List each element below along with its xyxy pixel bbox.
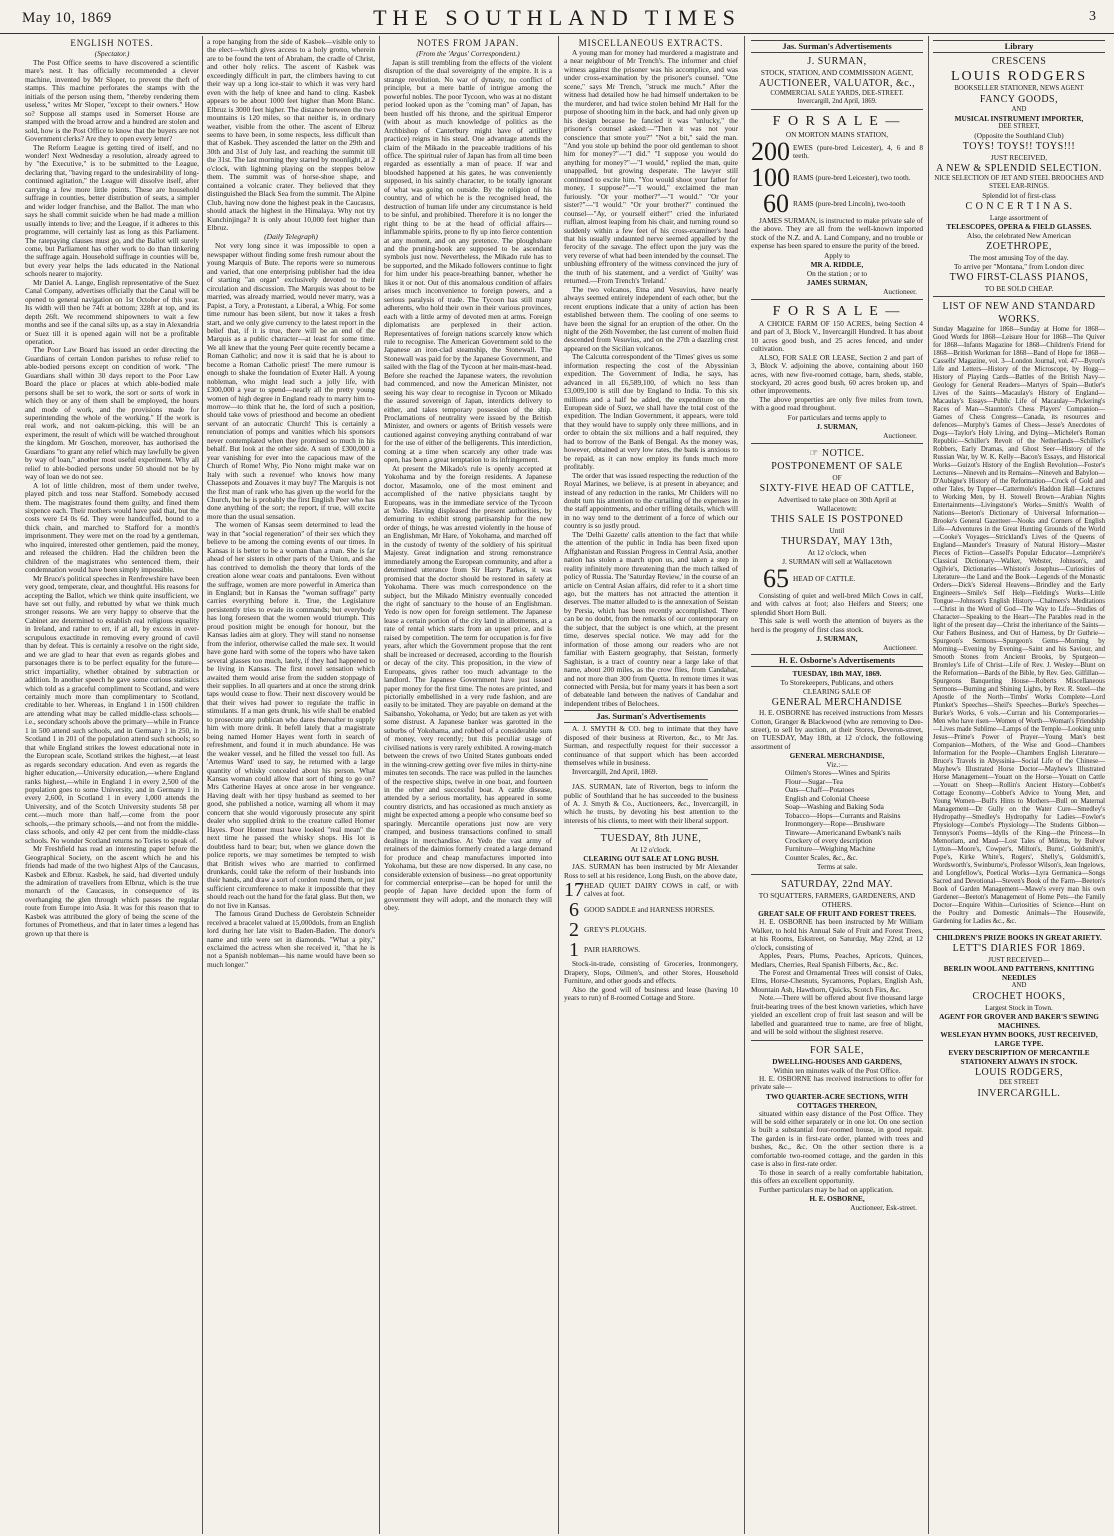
column-rule	[202, 36, 203, 1534]
hymn-books: WESLEYAN HYMN BOOKS, JUST RECEIVED, LARGE TYPE.	[940, 1030, 1098, 1048]
article-paragraph: The Calcutta correspondent of the 'Times' gives us some information respecting the cost of the Abyssinian expedition. The Government of India, he says, has advanced in all £6,589,100, of which no less than £3,009,100 is still due by England to India. To this six millions and a half be added, the expenditure on the European side of Suez, we shall have the total cost of the expedition. The Indian Government, it appears, were told that they would have to supply only three millions, and in order to obtain the six millions and a half required, they had to borrow of the Bank of Bengal. As the money was, however, obtained at very low rates, the bank is anxious to be repaid, as it can now employ its funds much more profitably.	[564, 352, 738, 472]
zoethrope-note: Also, the celebrated New American	[967, 231, 1071, 240]
advert-date: Invercargill, 2nd April, 1869.	[572, 766, 658, 776]
sale-lot	[564, 900, 738, 920]
article-paragraph: A young man for money had murdered a magistrate and a near neighbour of Mr Trench's. The informer and chief witness against the prisoner was his accomplice, and was under cross-examination by the prisoner's counsel. "One scene," says Mr Trench, "struck me much." After the witness had detailed how he had himself undertaken to be the murderer, and had twice stolen behind Mr Hall for the purpose of shooting him in the back, and had only given up his design because he fancied it was "unlucky," the prisoner's counsel asked:—"Then it was not your conscience that smote you?" "Not a bit," said the man. "And you stole up behind the poor old gentleman to shoot him for money?"—"I did." "I suppose you would do anything for money?"—"I would," replied the man, quite unappalled, but growing desperate. The lawyer still continued to excite him. "You would shoot your father for money, I suppose?"—"I would," exclaimed the man furiously. "Or your mother?"—"I would." "Or your sister?"—"I would." "Or your brother?" continued the counsel—"Ay, or yourself either!" cried the infuriated ruffian, almost leaping from his chair, and turning round so suddenly within a few feet of his cross-examiner's head that his usually undaunted nerve seemed appalled by the ferocity of the savage. The effect upon the jury was the very reverse of what had been intended by the counsel. The unblushing effrontery of the witness convinced the jury of the truth of his statement, and a verdict of 'Guilty' was returned.—From Trench's 'Ireland.'	[564, 48, 738, 286]
sale-heading: GENERAL MERCHANDISE	[771, 697, 903, 709]
lot-count: 17	[564, 879, 584, 902]
advertiser-title: STOCK, STATION, AND COMMISSION AGENT,	[760, 68, 914, 77]
jewellery-note: NICE SELECTION OF JET AND STEEL BROOCHES AND STEEL EAR-RINGS.	[934, 175, 1104, 190]
advert-paragraph: Note.—There will be offered about five thousand large fruit-bearing trees of the best known varieties, which have yielded an excellent crop of fruit last season and will be labelled and guaranteed true to name, are free of blight, and will be sold without the slightest reserve.	[751, 993, 923, 1037]
signature-role: Auctioneer.	[883, 286, 917, 296]
column-library-advertisement	[930, 38, 1108, 1533]
article-paragraph: Japan is still trembling from the effects of the violent disruption of the dual sovereignty of the empire. It is a strange revolution. No war of dynasty, no conflict of principle, but a mere battle of intrigue among the powerful nobles. The poor Tycoon, who was at no distant period looked upon as the "coming man" of Japan, has been hustled off his throne, and the spiritual Emperor (with about as much knowledge of politics as the Archbishop of Canterbury might have of artillery practice) reigns in his stead. One advantage attends the claim of the Mikado in the peaceable traditions of his office. The spiritual ruler of Japan has from all time been regarded as essentially a man of peace. If war and bloodshed happened at his gates, he was conveniently supposed, in his saintly character, to be totally ignorant of what was going on outside. By the religion of his country, and of which he is the recognised head, the destruction of human life under any circumstance is held to be sinful, and prohibited. Therefore it is no longer the right thing to be at the head of official affairs—inflammable spirits, prone to fly up into fierce contention at any moment, and on any pretence. The ploughshare and the pruning-hook are supposed to be ascendant symbols just now. Nevertheless, the Mikado rule has to be supported, and the Mikado followers continue to fight for him under his peace-breathing banner, whether he likes it or not. Out of this anomalous condition of affairs arises much inconvenience to foreign powers, and a serious paralysis of trade. The Tycoon has still many adherents, who hold their own in their various provinces, each with a little army of devoted men at arms. Foreign diplomatists are perplexed in their action. Representatives of foreign nations scarcely know which rule to recognise. The American Government sold to the Japanese an iron-clad steamship, the Stonewall. The Stonewall was paid for by the Japanese Government, and sailed with the flag of the Tycoon at her main-mast-head. Before she reached the Japanese waters, the revolution had commenced, and now the American Minister, not seeing his way clear to recognise in Tycoon or Mikado the assured sovereign of Japan, interdicts delivery to either, and takes temporary possession of the ship. Proclamations of neutrality were issued by the British Minister, and owners or agents of British vessels were cautioned against conveying anything contraband of war for the use of either of the belligerents. This interdiction, coming at a time when scarcely any other trade was open, has been a great temptation to its infringement.	[384, 58, 552, 465]
advertiser-name: J. SURMAN,	[807, 56, 867, 67]
article-paragraph: The Poor Law Board has issued an order directing the Guardians of certain London parishes to refuse relief to able-bodied persons except on condition of work. "The Guardians shall within 30 days report to the Poor Law Board the place or places at which able-bodied male persons shall be set to work, the sort or sorts of work in which they or any of them shall be employed, the hours and mode of work, and the provisions made for superintending the whole of the working." If the work is real work, and not oakum-picking, this will be an experiment, the result of which will be watched throughout the kingdom. Mr Goschen, moreover, has authorised the Guardians "to grant any relief which may lawfully be given by way of loan," another most useful experiment. Why all relief to able-bodied persons under 50 should not be by way of loan we do not see.	[25, 345, 199, 482]
article-paragraph: The two volcanos, Etna and Vesuvius, have nearly always seemed entirely independent of each other, but the recent eruptions indicate that a unity of action has been established between them. The cooling of one seems to have been the signal for an eruption of the other. On the night of the 26th November, the last current of molten fluid descended from Vesuvius, and on the 27th a dazzling crest appeared on the Sicilian volcanos.	[564, 284, 738, 353]
advert-paragraph: To those in search of a really comfortable habitation, this offers an excellent opportunity.	[751, 1167, 923, 1186]
advert-paragraph: Apples, Pears, Plums, Peaches, Apricots, Quinces, Medlars, Cherries, Real Spanish Filberts, &c., &c.	[751, 951, 923, 969]
sale-lot	[564, 880, 738, 900]
contact-name: JAMES SURMAN,	[806, 277, 868, 287]
list-item: Counter Scales, &c., &c.	[785, 852, 858, 862]
advert-paragraph: JAS. SURMAN, late of Riverton, begs to inform the public of Southland that he has succeeded to the business of A. J. Smyth & Co., Auctioneers, &c., Invercargill, in which he trusts, by devoting his best attention to the interests of his clients, to meet with their liberal support.	[564, 782, 738, 825]
works-list-heading: LIST OF NEW AND STANDARD WORKS.	[942, 301, 1096, 325]
article-paragraph: The order that was issued respecting the reduction of the Royal Marines, we believe, is at present in abeyance; and instead of any reduction in the ranks, Mr Childers will no doubt turn his attention to the curtailing of the expenses in the staff appointments, and other trifling details, which will in no way tend to the detriment of a force of which our country is so justly proud.	[564, 470, 738, 531]
signature-role: Auctioneer.	[883, 430, 917, 440]
advert-paragraph: H. E. OSBORNE has received instructions to offer for private sale—	[751, 1073, 923, 1092]
advert-paragraph: Also the good will of business and lease (having 10 years to run) of 8-roomed Cottage and Store.	[564, 984, 738, 1003]
article-paragraph: Mr Bruce's political speeches in Renfrewshire have been very good, temperate, clear, and thoughtful. His reasons for accepting the Ballot, which we think quite insufficient, we have set out fully, and rebutted by what we think much stronger reasons. We are very happy to observe that the Cabinet are determined to establish real religious equality in Ireland, and rather to err, if at all, by excess in over-scrupulous exactitude in removing every ground of cavil than by defeat. This is certainly a resolve on the right side, and we are glad to hear that even as regards globes and parsonages there is to be perfect equality for the future—strict impartiality, whether obtained by subtraction or addition. In another speech he gave some curious statistics which told as a graceful compliment to Scotland, and were certainly much more than complimentary to Scotland, creditable to her. Whereas, in England 1 in 1500 children are attending what may be called middle-class schools—i.e., secondary schools above the primary—while in France 1 in 500 attend such schools, and in Germany 1 in 250, in Scotland 1 in 201 of the population attend such schools; so that while England strikes the lowest educational note in the European scale, Scotland strikes the highest,—at least as regards secondary education. And even as regards the higher education,—University education,—where England ranks highest,—while in England 1 in every 2,500 of the population goes to some University, and in Germany 1 in every 2,600, in Scotland 1 in every 1,000 attends the University, and of the Scotch University students 58 per cent.—much more than half,—come from the poor schools,—the primary schools,—and not from the middle-class schools, and only 42 per cent from the middle-class schools. No wonder Scotland returns no Tories to speak of.	[25, 573, 199, 845]
source-daily-telegraph: (Daily Telegraph)	[264, 232, 318, 242]
postponement-text: Advertised to take place on 30th April at	[777, 494, 897, 504]
advert-paragraph: Further particulars may be had on application.	[759, 1184, 894, 1194]
sale-time: At 12 o'clock.	[630, 845, 672, 855]
crescens-heading: CRESCENS	[991, 56, 1047, 67]
lot-description: PAIR HARROWS.	[584, 944, 641, 954]
street-address: DEE STREET	[999, 1079, 1039, 1086]
advert-note: For particulars and terms apply to	[787, 412, 887, 422]
advert-paragraph: Stock-in-trade, consisting of Groceries, Ironmongery, Drapery, Slops, Oilmen's, and other Stores, Household Furniture, and other goods and effects.	[564, 959, 738, 986]
column-rule	[558, 36, 559, 1534]
toys-heading: TOYS! TOYS!! TOYS!!!	[962, 141, 1076, 152]
column-advertisements	[748, 38, 926, 1533]
lot-description: RAMS (pure-bred Leicester), two tooth.	[793, 172, 911, 182]
list-item: Crockery of every description	[785, 835, 873, 845]
divider	[751, 299, 923, 300]
lot-count: 65	[763, 563, 789, 593]
lot-count: 200	[751, 137, 790, 166]
postponement-heading: POSTPONEMENT OF SALE	[771, 460, 903, 472]
section-library: Library	[933, 40, 1105, 53]
article-paragraph: At present the Mikado's rule is openly accepted at Yokohama and by the foreign residents. A Japanese doctor, Masamolo, one of the most eminent and accomplished of the native physicians taught by Europeans, was in the immediate service of the Tycoon at Yedo. Having displeased the present authorities, by demurring to exhibit strong partisanship for the new order of things, he was arrested violently in the house of an Englishman, Mr Hare, of Yokohama, and marched off in the custody of twenty of the soldiery of his spiritual Majesty. Great indignation and strong remonstrance immediately among the European community, and after a determined utterance from Sir Harry Parkes, it was promised that the doctor should be restored in safety at Yokohama. There was much correspondence on the subject, but the Mikado Ministry eventually conceded the right of sanctuary to the house of an Englishman. Yedo is now open for foreign settlement. The Japanese lease a certain portion of the city land in allotments, at a rate of rental which starts from an upset price, and is raised by competition. The term for occupation is for five years, after which the Government propose that the rent shall be increased or decreased, according to the flourish or decay of the city. This proposition, in the view of Europeans, gives rather too much advantage to the landlord. The Japanese Government have just issued paper money for the first time. The notes are printed, and pictorially embellished in a very rude fashion, and are easily to be imitated. They are payable on demand at the Saibansho, Yokohama, or Yedo; but are taken as yet with some distrust. A Japanese banker was garotted in the suburbs of Yokohama, and robbed of a considerable sum of money, very recently; but this peculiar usage of civilised nations is very rarely exhibited. A rowing-match between the crews of two United States gunboats ended in the winning-crew getting over five miles in thirty-nine minutes ten seconds. The race was pulled in the launches of the respective ships, twelve in one boat, and fourteen in the other and successful boat. A cattle disease, attended by a serious mortality, has appeared in some country districts, and has occasioned as much anxiety as might be expected among a people who consume beef so sparingly. Mercantile operations just now are very cramped, and business transactions confined to small dealings in merchandise. At Yedo the vast army of retainers of the daimios formerly created a large demand for produce and cheap manufactures imported into Yokohama, but these are now dispersed. In any case, no considerable extension of business—no great opportunity for commercial enterprise—can be hoped for until the people of Japan have decided upon the form of government they will adopt, and the monarch they will obey.	[384, 463, 552, 913]
article-paragraph: Not very long since it was impossible to open a newspaper without finding some fresh rumour about the young Marquis of Bute. The reports were so numerous and varied, that one enterprising publisher had the idea of starting "an organ" exclusively devoted to their circulation and discussion. The Marquis was about to be married, was already married, would never marry, was a Papist, a Tory, a Protestant, a Liberal, a Whig. For some time rumour has been silent, but now it takes a fresh start, and we only give currency to the latest report in the belief that, if it is true, there will be an end of the Marquis as a public character—at least for some time. We all knew that the young Peer quite recently became a Roman Catholic; and now it is said that he is about to become a Roman Catholic priest! The mere rumour is enough to shake the foundation of Exeter Hall. A young nobleman, who might lead such a jolly life, with £300,000 a year to spend—nearly all the pretty young women of high degree in England ready to marry him to-morrow—to think that he, the lord of such a position, should take vows of priesthood and become an obedient servant of an autocratic Church! This is certainly a renunciation of pomps and vanities which his sponsors never contemplated when they promised so much in his behalf. But look at the other side. A sum of £300,000 a year vanishing for ever into the capacious maw of the Church of Rome! Why, Pio Nono might make war on Italy with such a revenue! who knows how many Chassepots and Zouaves it may buy? The Marquis is not the first man of rank who has given up the world for the Church, but he is probably the first English Peer who has done anything of the sort; the report, if true, will excite more than the usual sensation.	[207, 241, 375, 521]
divider	[933, 929, 1105, 930]
section-surman-advertisements: Jas. Surman's Advertisements	[751, 40, 923, 53]
heading-english-notes: ENGLISH NOTES.	[70, 38, 154, 48]
for-sale-heading: FOR SALE,	[810, 1044, 864, 1056]
postponement-text: At 12 o'clock, when	[807, 547, 867, 557]
divider	[751, 874, 923, 875]
article-paragraph: a rope hanging from the side of Kasbek—visible only to the elect—which gives access to a holy grotto, wherein are to be found the tent of Abraham, the cradle of Christ, and other holy relics. The ascent of Kasbek was exceedingly difficult in part, the climbers having to cut their way up a long ice-stair to which it was very hard even with the help of knee and hand to cling. Kasbek appears to be about 1000 feet higher than Mont Blanc. Elbruz is 3000 feet higher. The distance between the two mountains is 120 miles, so that neither is, in ordinary weather, visible from the other. The ascent of Elbruz seems to have been, in some respects, less difficult than that of Kasbek. They ascended the latter on the 29th and 30th and 31st of July last, and reaching the summit till the 31st. The last morning they started by moonlight, at 2 o'clock, with lightning playing on the steppes below them. The summit was of horse-shoe shape, and contained a volcanic crater. They believed that they distinguished the Black Sea from the summit. The Alpine Club, having now done the highest peak in the Caucasus, should attack the highest in the Himalaya. Why not try Kunchinjinga? It is only about 10,000 feet higher than Elbruz.	[207, 38, 375, 232]
postponement-date: THURSDAY, MAY 13th,	[781, 535, 893, 547]
postponement-text: Until	[829, 525, 845, 535]
divider	[751, 443, 923, 444]
advert-paragraph: This sale is well worth the attention of buyers as the herd is the progeny of first class stock.	[751, 616, 923, 634]
list-item: Furniture—Weighing Machine	[785, 844, 875, 854]
lot-count: 1	[569, 939, 579, 962]
sale-lot	[751, 139, 923, 165]
advert-paragraph: H. E. OSBORNE has been instructed by Mr William Walker, to hold his Annual Sale of Fruit and Forest Trees, at his Rooms, Eskstreet, on Saturday, May 22nd, at 12 o'clock, consisting of	[751, 917, 923, 952]
article-paragraph: The women of Kansas seem determined to lead the way in that "social regeneration" of their sex which they believe to be among the coming events of our times. In Kansas it is better to be a woman than a man. She is far ahead of her sisters in other parts of the Union, and she has contrived to demolish the theory that lords of the creation alone wear coats and pantaloons. Even without the suffrage, women are more powerful in America than in England; but in Kansas the "woman suffrage" party carries everything before it. True, the Legislature persistently tries to evade its commands; but everybody has long foreseen that the women would triumph. This proud position might be enough for honour, but the Kansas ladies aim at glory. They will stand no nonsense from the inferior, otherwise called the male sex. It would have gone hard with some of the topers who have taken several glasses too much, lately, if they had happened to be living in Kansas. The first novel sensation which awaited them would arise from the sudden stoppage of their supplies. In all quarters and at once the strong drink taps would cease to flow. Their next discovery would be that their wives had power to regulate the traffic in stimulants. If a man gets drunk, his wife shall be enabled to prosecute any publican who dares thereafter to supply him with more drink. It befell lately that a magistrate being named Homer Hayes went forth in search of refreshment, and found it in much abundance. He was the weaker vessel, and he filled the vessel too full. As 'Artemus Ward' used to say, he returned with a large quantity of whisky concealed about his person. What Kansas woman could allow that sort of thing to go on? Mrs Catherine Hayes at once arose in her vengeance. Having dealt with her tipsy husband as seemed to her good, she published a notice, warning all whom it may concern that she would vigorously prosecute any spirit dealer who supplied drink to the creature called Homer Hayes. Poor Homer must have looked "real mean" the next time he passed the whisky shops. His lot is doubtless hard to bear; but, when we glance down the police reports, we may sometimes be tempted to wish that British wives who are married to confirmed drunkards, could take the reform of their husbands into their hands, and draw a sort of cordon round them, or just sufficient circumference to make it impossible that they should reach out the hand for the fatal glass. But then, we do not live in Kansas.	[207, 520, 375, 910]
advert-paragraph: The Forest and Ornamental Trees will consist of Oaks, Elms, Horse-Chesnuts, Sycamores, Poplars, English Ash, Mountain Ash, Hawthorn, Quicks, Scotch Firs, &c.	[751, 968, 923, 994]
just-received: JUST RECEIVED,	[990, 153, 1048, 162]
sale-date: TUESDAY, 18th MAY, 1869.	[792, 669, 882, 679]
crochet-hooks: CROCHET HOOKS,	[972, 991, 1066, 1002]
address-note: (Opposite the Southland Club)	[974, 131, 1064, 140]
advertiser-address: COMMERCIAL SALE YARDS, DEE-STREET.	[770, 90, 904, 97]
advertiser-title: AUCTIONEER, VALUATOR, &c.,	[758, 78, 916, 89]
proprietor-name: LOUIS RODGERS,	[974, 1067, 1064, 1078]
lot-count: 100	[751, 163, 790, 192]
lot-description: RAMS (pure-bred Lincoln), two-tooth	[793, 198, 906, 208]
sale-heading: CLEARING OUT SALE AT LONG BUSH.	[583, 854, 719, 864]
lot-description: GREY'S PLOUGHS.	[584, 924, 647, 934]
fancy-goods: FANCY GOODS,	[979, 94, 1059, 105]
column-rule	[379, 36, 380, 1534]
advert-paragraph: Consisting of quiet and well-bred Milch Cows in calf, and with calves at foot; also Heifers and Steers; one splendid Short Horn Bull.	[751, 590, 923, 617]
newspaper-title: THE SOUTHLAND TIMES	[373, 5, 741, 30]
and-label: AND	[1011, 106, 1027, 113]
just-received: JUST RECEIVED—	[988, 955, 1050, 964]
telescope-note: Large assortment of	[989, 213, 1049, 222]
postponement-text: J. SURMAN will sell at Wallacetown	[782, 556, 892, 566]
contact-name: J. SURMAN,	[816, 634, 858, 644]
divider	[751, 109, 923, 110]
stationery-note: EVERY DESCRIPTION OF MERCANTILE STATIONERY ALWAYS IN STOCK.	[948, 1048, 1090, 1066]
sale-lot	[564, 920, 738, 940]
article-paragraph: Mr Daniel A. Lange, English representative of the Suez Canal Company, advertises officially that the Canal will be opened to general navigation on 1st October of this year. Its width will then be 74ft at bottom; 328ft at top, and its depth 26ft. We recommend shipowners to wait a few months and see if the canal silts up, as a stay in Alexandria or Suez till it is opened again will not be a profitable operation.	[25, 277, 199, 346]
column-english-notes	[22, 38, 202, 1533]
sewing-machines: AGENT FOR GROVER AND BAKER'S SEWING MACHINES.	[939, 1012, 1099, 1030]
article-paragraph: Mr Freshfield has read an interesting paper before the Geographical Society, on the ascent which he and his friends had made of the two highest Alps of the Caucasus, Kasbek and Elbruz. Kasbek, he said, had diverted unduly the admiration of travellers from Elbruz, which is the true monarch of the Caucasus, in consequence of its overhanging the glen through which passes the regular route from Europe into Asia. It was for this reason that to Kasbek was attributed the glory of being the scene of the fortunes of Prometheus, and that in later times a legend has grown up that there is	[25, 844, 199, 938]
sale-location: Within ten minutes walk of the Post Office.	[773, 1065, 901, 1075]
notice-heading: ☞ NOTICE.	[809, 447, 865, 459]
works-list: Sunday Magazine for 1868—Sunday at Home for 1868—Good Words for 1868—Leisure Hour for 1868—The Quiver for 1868—Infants Magazine for 1868—Children's Friend for 1868—British Workman for 1868—Band of Hope for 1868—Cassells' Magazine, vol. 3—London Journal, vol. 47—Byron's Life and Letters—History of the Microscope, by Hogg—History of Playing Cards—Battles of the British Navy—Geology for General Readers—Martyrs of Spain—Butler's Lives of the Saints—Macaulay's History of England—Macaulay's Essays—Public Life of Macaulay—Pickering's Races of Man—Staunton's Chess Players' Companion—Games of Chess Congress—Canada, its resources and defences—Murphy's Games of Chess—Jesse's Anecdotes of Dogs—Taylor's Holy Living, and Dying—Michelet's Roman Republic—Schiller's Revolt of the Netherlands—Schiller's Robbers, Early Dramas, and Ghost Seer—History of the Russian War, by W. K. Kelly—Bacon's Essays, and Historical Works—Guizot's History of the English Revolution—Foster's Lectures—Nineveh and its Remains—Nineveh and Babylon—D'Aubigne's History of the Reformation—Crock of Gold and other Tales, by Tupper—Cattermole's Haddon Hall—Lectures to Working Men, by H. Stowell Brown—Arabian Nights Entertainments—Livingstone's Works—Smith's Wealth of Nations—Beeton's Dictionary of Universal Information—Brooke's General Gazetteer—Nooks and Corners of English Life—Adventures in the Great Hunting Grounds of the World—Cooke's Voyages—Strickland's Lives of the Queens of England—Maunder's Treasury of Natural History—Master Pieces of Fiction—Cassell's Popular Educator—Lemprière's Classical Dictionary—Walker, Webster, Johnson's, and Ogilvie's, Dictionaries—Whiston's Josephus—Curiosities of Literature—the Land and the Book—Legends of the Monastic Orders—Dick's Sidereal Heavens—Brindley and the Early Engineers—Smile's Self Help—Fielding's Works—Little Tongue—Johnson's English History—Chalmers's Meditations—Christ in the Word of God—The Way to Life—Studies of Character—Speaking to the Heart—The Parables read in the light of the present day—Christ the inheritance of the Saints—Our Fathers Business, and Out of Harness, by Dr Guthrie—Spurgeon's Sermons—Spurgeon's Gems—Morning by Morning—Evening by Evening—Saint and his Saviour, and Smooth Stones from Ancient Brooks, by Spurgeon—Bromley's Life of Christ—Life of Rev. J. Wesley—Blunt on the Reformation—Bards of the Bible, by Rev. Geo. Gilfillan—Spurgeons Banqueting House—Roberts Miscellaneous Sermons—Burning and Shining Lights, by Rev. R. Steel—the Apostle of the North—Timbs' Works Complete—Lord Plunket's Speeches—Sheil's Speeches—Burke's Speeches—Burke's Works, 6 vols.—Curran and his Contemporaries—Men who have risen—Women of Worth—Woman's Friendship—Lives made Sublime—Lamps of the Temple—Looking unto Jesus—Prime's Power of Prayer—Young Man's best Companion—Mothers, of the Wise and Good—Chambers Information for the People—Chambers English Literature—Bruce's Travels in Abyssinia—Social Life of the Chinese—Mayhew's Illustrated Horse Doctor—Mayhew's Illustrated Horse Management—Youatt on the Horse—Youatt on Cattle—Youatt on Sheep—Rollin's Ancient History—Cobbett's Cottage Economy—Cobbet's Advice to Young Men, and Young Women—Bull's Hints to Mothers—Bull on Maternal Management—Dr Gully on the Water Cure—Smedley's Hydropathy—Smedley's Hydropathy for Ladies—Fowler's Physiology—Combe's Physiology—The Students Gibbon—Tennyson's Poems—Idylls of the King—the Princess—In Memoriam, and Maud—Lost Tales of Miletus, by Bulwer Lytton—Moore's, Cowper's, Milton's, Burns', Goldsmith's, Pope's, Kirke White's, Rogers', Shelly's, Goldsmith's, Wordsworth's, Swinburne's, Professor Wilson's, Jean Ingelows, and Longfellow's, Poetical Works—Lyra Germanica—Songs Sacred and Devotional—Steven's Book of the Farm—Beeton's Book of Garden Management—Mawe's every man his own Gardener—Beeton's Management of Home Pets—the Family Doctor—Enquire Within—Curiosities of Science—Hunt on the Poultry and Domestic Animals—The Housewife, Gardening for Ladies &c., &c.	[933, 326, 1105, 925]
for-sale-heading: F O R S A L E —	[772, 303, 902, 319]
signature-role: Auctioneer, Esk-street.	[850, 1203, 917, 1213]
prize-books: CHILDREN'S PRIZE BOOKS IN GREAT ARIETY.	[936, 933, 1102, 942]
lot-description: EWES (pure-bred Leicester), 4, 6 and 8 teeth.	[793, 142, 923, 160]
sale-lot	[751, 191, 923, 217]
sale-lot	[751, 563, 923, 593]
list-item: English and Colonial Cheese	[785, 793, 870, 803]
sale-audience: To Storekeepers, Publicans, and others	[780, 678, 894, 688]
postponement-title: SIXTY-FIVE HEAD OF CATTLE,	[759, 482, 915, 494]
sale-terms: Terms at sale.	[816, 862, 858, 872]
section-osborne-advertisements: H. E. Osborne's Advertisements	[751, 654, 923, 667]
arrival-note: To arrive per "Montana," from London direc	[953, 262, 1085, 271]
lot-count: 6	[569, 899, 579, 922]
new-selection: A NEW & SPLENDID SELECTION.	[936, 163, 1102, 174]
advert-paragraph: JAS. SURMAN has been instructed by Mr Alexander Ross to sell at his residence, Long Bush, on the above date,	[564, 862, 738, 880]
source-argus: (From the 'Argus' Correspondent.)	[416, 49, 520, 58]
stock-note: Largest Stock in Town.	[985, 1003, 1053, 1012]
zoethrope-heading: ZOETHROPE,	[986, 241, 1052, 252]
pianos-note: TO BE SOLD CHEAP.	[984, 284, 1054, 293]
column-miscellaneous-extracts	[561, 38, 741, 1533]
signature-role: Auctioneer.	[883, 643, 917, 653]
lot-description: HEAD OF CATTLE.	[793, 573, 856, 583]
advert-date: Invercargill, 2nd April, 1869.	[797, 98, 877, 105]
proprietor-trade: BOOKSELLER STATIONER, NEWS AGENT	[954, 85, 1084, 92]
column-notes-from-japan	[381, 38, 555, 1533]
berlin-wool: BERLIN WOOL AND PATTERNS, KNITTING NEEDLES	[943, 964, 1095, 982]
contact-name: H. E. OSBORNE,	[809, 1194, 865, 1204]
concertina-note: Splendid lot of first-class	[982, 191, 1056, 200]
viz-label: Viz.:—	[826, 760, 848, 770]
postponement-text: Wallacetown:	[817, 503, 857, 513]
advert-paragraph: situated within easy distance of the Post Office. They will be sold either separately or in one lot. On one section is built a substantial four-roomed house, in good repair. The garden is in first-rate order, planted with trees and bushes, &c., &c. On the other section there is a comfortable two-roomed cottage, and the garden in this case is also in first-rate order.	[751, 1108, 923, 1169]
heading-notes-from-japan: NOTES FROM JAPAN.	[416, 38, 520, 48]
masthead	[0, 0, 1114, 34]
list-item: Tinware—Americanand Ewbank's nails	[785, 827, 902, 837]
postponement-text: OF	[832, 472, 842, 482]
lot-description: HEAD QUIET DAIRY COWS in calf, or with calves at foot.	[584, 880, 738, 899]
divider	[594, 828, 708, 829]
list-item: Oilmen's Stores—Wines and Spirits	[785, 768, 890, 778]
advert-paragraph: JAMES SURMAN, is instructed to make private sale of the above. They are all from the well-known imported stock of the N.Z. and A. Land Company, and no trouble or expense has been spared to ensure the purity of the breed.	[751, 216, 923, 251]
sale-date: TUESDAY, 8th JUNE,	[600, 833, 702, 845]
list-item: Tobacco—Hops—Currants and Raisins	[785, 810, 901, 820]
section-surman-advertisements: Jas. Surman's Advertisements	[564, 710, 738, 723]
sale-lot	[751, 165, 923, 191]
lot-description: GOOD SADDLE and HARNESS HORSES.	[584, 904, 715, 914]
zoethrope-note: The most amusing Toy of the day.	[969, 253, 1069, 262]
column-rule	[928, 36, 929, 1534]
and-label: AND	[1011, 982, 1027, 989]
list-item: Soap—Washing and Baking Soda	[785, 802, 884, 812]
sale-location: ON MORTON MAINS STATION,	[785, 130, 889, 139]
contact-name: MR A. RIDDLE,	[810, 259, 864, 269]
advert-paragraph: A CHOICE FARM OF 150 ACRES, being Section 4 and part of 3, Block V., Invercargill Hundred. It has about 10 acres good bush, and 25 acres fenced, and under cultivation.	[751, 318, 923, 354]
town-name: INVERCARGILL.	[977, 1088, 1061, 1099]
source-spectator: (Spectator.)	[94, 49, 130, 58]
article-paragraph: The 'Delhi Gazette' calls attention to the fact that while the attention of the public in India has been fixed upon Affghanistan and Russian Progress in Central Asia, another nation has stolen a march upon us, and taken a step in reality infinitely more threatening than the much talked of policy of Russia. The 'Saturday Review,' in the course of an article on Central Asian affairs, did refer to it a short time ago, but the matters has not attracted the attention it deserves. The matter alluded to is the annexation of Seistan by Persia, which has been recently accomplished. There can be no doubt, from the remarks of our contemporary on the subject, that the subject is one which, at the present time, deserves special notice. We may add for the information of those among our readers who are not familiar with Eastern geography, that Seistan, formerly Saghistan, is a tract of country near a large lake of that name, about 200 miles, as the crow flies, from Candahar, and not more than 300 from Quetta. In remote times it was connected with Persia, but for many years it has been a sort of debateable land between the natives of Candahar and independent tribes of Belochees.	[564, 529, 738, 708]
for-sale-heading: F O R S A L E —	[772, 114, 902, 129]
sale-audience: TO SQUATTERS, FARMERS, GARDENERS, AND OTHERS.	[758, 891, 916, 910]
issue-date: May 10, 1869	[22, 10, 112, 26]
advert-paragraph: A. J. SMYTH & CO. beg to intimate that they have disposed of their business at Riverton, &c., to Mr Jas. Surman, and respectfully request for their successor a continuance of that support which has been accorded themselves while in business.	[564, 724, 738, 768]
heading-miscellaneous-extracts: MISCELLANEOUS EXTRACTS.	[578, 38, 724, 48]
sale-heading: GREAT SALE OF FRUIT AND FOREST TREES.	[758, 909, 916, 919]
article-paragraph: The Post Office seems to have discovered a scientific mare's nest. It has officially recommended a clever machine, invented by Mr Sloper, to prevent the theft of stamps. This machine perforates the stamps with the initials of the person using them, "thereby rendering them useless," writes Mr Sloper, "except to their owners." How so? Suppose all stamps used in Somerset House are stamped with the broad arrow and a hundred are stolen and sold, how is the Post Office to know that the buyers are not Government clerks? Are they to open every letter?	[25, 58, 199, 144]
sale-heading: TWO QUARTER-ACRE SECTIONS, WITH COTTAGES THEREON,	[766, 1091, 908, 1110]
article-paragraph: The Reform League is getting tired of itself, and no wonder! Next Wednesday a resolution, already agreed to by "the Executive," is to be submitted to the League, declaring that, "having regard to the undesirability of long-continued agitation," the League will dissolve itself, after carrying a few more little points. These are household suffrage in counties, better distribution of seats, a simpler and wider lodger franchise, and the Ballot. The man who says he shall commit suicide when he had made a million usually intends to live; and the League, if it adheres to this programme, will certainly last as long as this Parliament. The ratepaying clauses must go, and the Ballot will surely come, but Parliament has other work to do than tinkering the suffrage again. Household suffrage in counties will be, but every year helps the lads educated in the National schools nearer to majority.	[25, 142, 199, 279]
diaries-heading: LETT'S DIARIES FOR 1869.	[952, 943, 1086, 954]
page-number: 3	[1089, 9, 1096, 24]
divider	[594, 779, 708, 780]
apply-to: Apply to	[824, 250, 850, 260]
advert-paragraph: ALSO, FOR SALE OR LEASE, Section 2 and part of 3, Block V. adjoining the above, containing about 160 acres, with new five-roomed cottage, barn, sheds, stable, stockyard, 20 acres good bush, 60 acres broken up, and other improvements.	[751, 352, 923, 396]
proprietor-name: LOUIS RODGERS	[950, 69, 1088, 84]
sale-heading: CLEARING SALE OF	[802, 687, 872, 697]
sale-date: SATURDAY, 22nd MAY.	[781, 879, 893, 891]
lot-count: 60	[763, 189, 789, 218]
merchandise-list	[751, 769, 923, 862]
column-rule	[744, 36, 745, 1534]
instrument-importer: MUSICAL INSTRUMENT IMPORTER,	[954, 114, 1084, 123]
sale-heading: GENERAL MERCHANDISE,	[789, 751, 885, 761]
street-address: DEE STREET,	[998, 123, 1040, 130]
contact-name: J. SURMAN,	[816, 421, 858, 431]
postponement-title: THIS SALE IS POSTPONED	[770, 513, 904, 525]
pointing-hand-icon: ☞	[809, 447, 822, 459]
sale-heading: DWELLING-HOUSES AND GARDENS,	[772, 1056, 902, 1066]
concertinas-heading: C O N C E R T I N A S.	[965, 201, 1073, 212]
article-paragraph: The famous Grand Duchess de Gerolstein Schneider received a bracelet valued at 15,000dols, from an English lord during her late visit to Baden-Baden. The donor's name and title were set in diamonds. "What a pity," exclaimed the actress when she received it, "that he is not a Spanish nobleman—his name would have been so much longer."	[207, 909, 375, 969]
divider	[751, 1040, 923, 1041]
column-english-notes-continued	[204, 38, 378, 1533]
list-item: Ironmongery—Rope—Brushware	[785, 819, 885, 829]
advert-paragraph: The above properties are only five miles from town, with a good road throughout.	[751, 394, 923, 413]
sale-lot	[564, 940, 738, 960]
telescopes-heading: TELESCOPES, OPERA & FIELD GLASSES.	[946, 222, 1092, 231]
contact-note: On the station ; or to	[806, 268, 868, 278]
list-item: Oats—Chaff—Potatoes	[785, 785, 855, 795]
lot-count: 2	[569, 919, 579, 942]
advert-paragraph: H. E. OSBORNE has received instructions from Messrs Cotton, Granger & Blackwood (who are removing to Dee-street), to sell by auction, at their Stores, Deveron-street, on TUESDAY, May 18th, at 12 o'clock, the following assortment of	[751, 708, 923, 751]
article-paragraph: A lot of little children, most of them under twelve, played pitch and toss near Stafford. Somebody accused them. The magistrates found them guilty, and fined them sixpence each. Their mothers would have paid that, but the costs were £4 0s 6d. They were handcuffed, bound to a thick chain, and marched to Stafford for a month's imprisonment. They were met on the road by a gentleman, who inquired, interested other gentlemen, paid the money, and released the children. Had the children been the children of the magistrates who sentenced them, their condemnation would have been simply impossible.	[25, 480, 199, 575]
list-item: Flour—Sugar—Tea	[785, 776, 843, 786]
pianos-heading: TWO FIRST-CLASS PIANOS,	[949, 272, 1089, 283]
divider	[933, 296, 1105, 297]
